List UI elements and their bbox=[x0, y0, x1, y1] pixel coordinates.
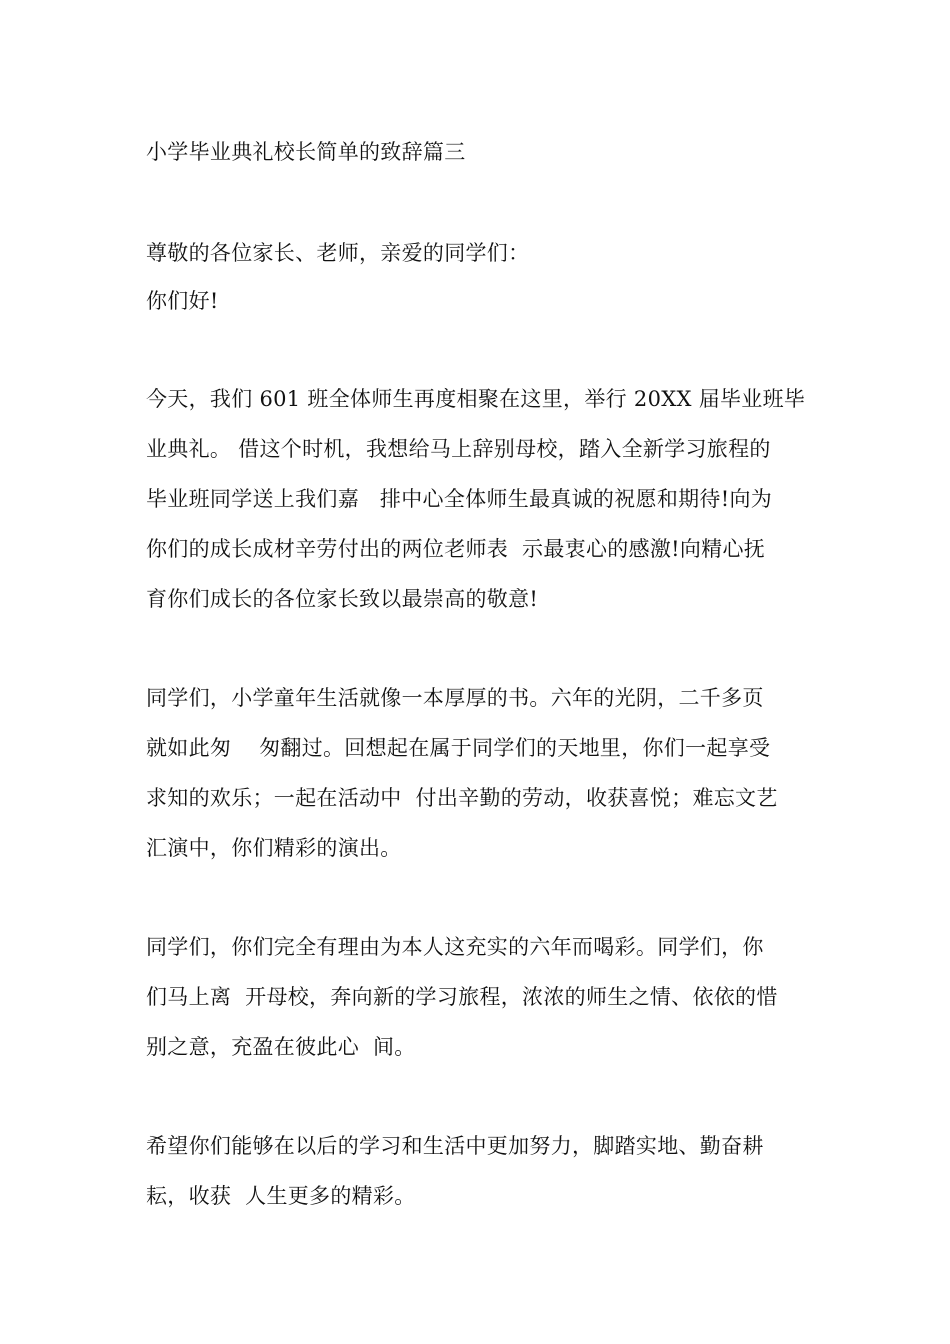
paragraph-line: 们马上离 开母校，奔向新的学习旅程，浓浓的师生之情、依依的惜 bbox=[146, 985, 778, 1009]
paragraph-line: 今天，我们 601 班全体师生再度相聚在这里，举行 20XX 届毕业班毕 bbox=[146, 387, 806, 411]
paragraph-line: 希望你们能够在以后的学习和生活中更加努力，脚踏实地、勤奋耕 bbox=[146, 1134, 764, 1158]
paragraph-line: 你们的成长成材辛劳付出的两位老师表 示最衷心的感激!向精心抚 bbox=[146, 537, 766, 561]
paragraph-line: 同学们，你们完全有理由为本人这充实的六年而喝彩。同学们，你 bbox=[146, 935, 764, 959]
document-title: 小学毕业典礼校长简单的致辞篇三 bbox=[146, 140, 466, 164]
paragraph-line: 耘，收获 人生更多的精彩。 bbox=[146, 1184, 416, 1208]
greeting: 你们好! bbox=[146, 289, 219, 313]
paragraph-line: 同学们，小学童年生活就像一本厚厚的书。六年的光阴，二千多页 bbox=[146, 686, 764, 710]
paragraph-line: 求知的欢乐；一起在活动中 付出辛勤的劳动，收获喜悦；难忘文艺 bbox=[146, 786, 778, 810]
paragraph-line: 毕业班同学送上我们嘉 排中心全体师生最真诚的祝愿和期待!向为 bbox=[146, 487, 773, 511]
paragraph-line: 别之意，充盈在彼此心 间。 bbox=[146, 1035, 416, 1059]
paragraph-line: 育你们成长的各位家长致以最崇高的敬意! bbox=[146, 587, 539, 611]
paragraph-line: 汇演中，你们精彩的演出。 bbox=[146, 836, 402, 860]
paragraph-line: 业典礼。 借这个时机，我想给马上辞别母校，踏入全新学习旅程的 bbox=[146, 437, 771, 461]
paragraph-line: 就如此匆 匆翻过。回想起在属于同学们的天地里，你们一起享受 bbox=[146, 736, 771, 760]
salutation: 尊敬的各位家长、老师，亲爱的同学们： bbox=[146, 241, 530, 265]
